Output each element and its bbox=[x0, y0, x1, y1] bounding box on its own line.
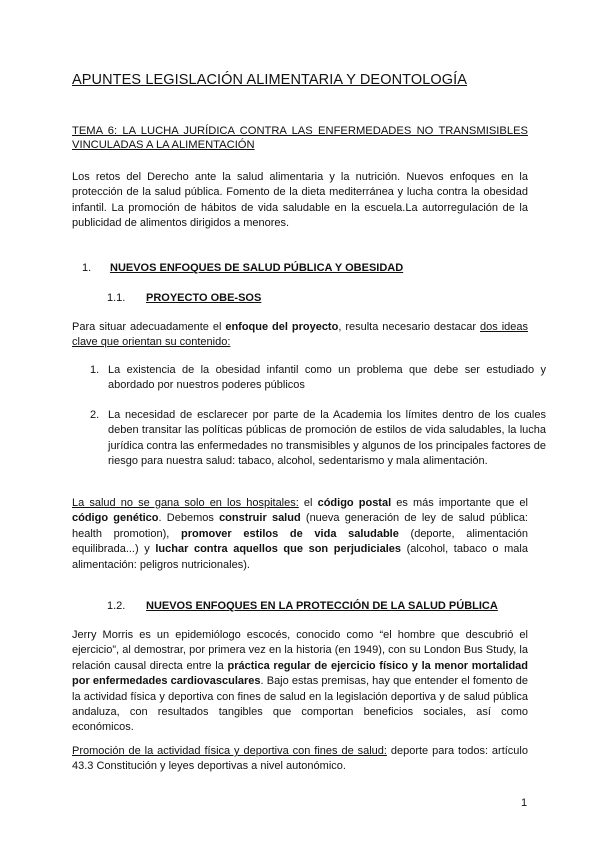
section-title: NUEVOS ENFOQUES DE SALUD PÚBLICA Y OBESIDAD bbox=[110, 262, 404, 274]
section-title: PROYECTO OBE-SOS bbox=[146, 292, 262, 304]
topic-heading: TEMA 6: LA LUCHA JURÍDICA CONTRA LAS ENFERMEDADES NO TRANSMISIBLES VINCULADAS A LA ALIMENTACIÓN bbox=[72, 125, 528, 151]
section-title: NUEVOS ENFOQUES EN LA PROTECCIÓN DE LA SALUD PÚBLICA bbox=[146, 600, 498, 612]
section-number: 1. bbox=[82, 262, 92, 274]
page-number: 1 bbox=[521, 797, 528, 809]
project-approach-paragraph: Para situar adecuadamente el enfoque del proyecto, resulta necesario destacar dos ideas clave que orientan su contenido: bbox=[72, 321, 528, 349]
section-1-heading bbox=[82, 262, 403, 274]
section-number: 1.1. bbox=[107, 292, 126, 304]
morris-paragraph: Jerry Morris es un epidemiólogo escocés, conocido como “el hombre que descubrió el ejercicio”, al demostrar, por primera vez en la historia (en 1949), con su London Bus Study, la relación causal directa entre la práctica regular de ejercicio físico y la menor mortalidad por enfermedades cardiovasculares. Bajo estas premisas, hay que entender el fomento de la actividad física y deportiva con fines de salud en la legislación deportiva y de salud pública andaluza, con resultados tangibles que comportan beneficios sociales, así como económicos. bbox=[72, 629, 529, 734]
document-title: APUNTES LEGISLACIÓN ALIMENTARIA Y DEONTOLOGÍA bbox=[72, 72, 468, 88]
section-1-1-heading bbox=[107, 292, 261, 304]
promotion-paragraph: Promoción de la actividad física y deportiva con fines de salud: deporte para todos: artículo 43.3 Constitución y leyes deportivas a nivel autonómico. bbox=[72, 745, 528, 773]
section-1-2-heading bbox=[107, 600, 498, 612]
intro-paragraph: Los retos del Derecho ante la salud alimentaria y la nutrición. Nuevos enfoques en la protección de la salud pública. Fomento de la dieta mediterránea y lucha contra la obesidad infantil. La promoción de hábitos de vida saludable en la escuela.La autorregulación de la publicidad de alimentos dirigidos a menores. bbox=[72, 171, 528, 230]
health-paragraph: La salud no se gana solo en los hospitales: el código postal es más importante que el código genético. Debemos construir salud (nueva generación de ley de salud pública: health promotion), promover estilos de vida saludable (deporte, alimentación equilibrada...) y luchar contra aquellos que son perjudiciales (alcohol, tabaco o mala alimentación: peligros nutricionales). bbox=[72, 497, 528, 571]
section-number: 1.2. bbox=[107, 600, 126, 612]
